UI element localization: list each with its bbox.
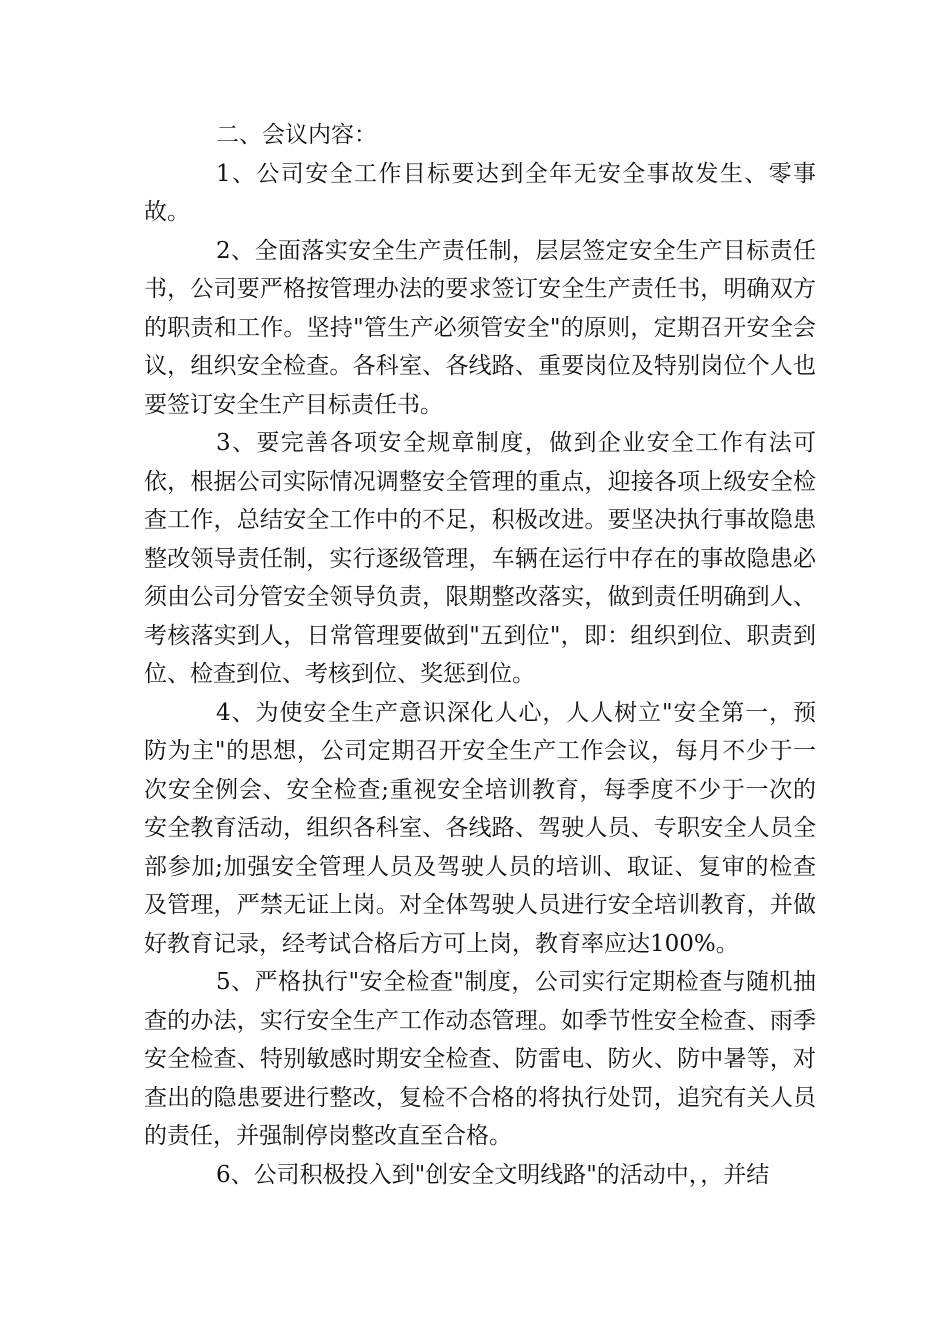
paragraph-3: 3、要完善各项安全规章制度，做到企业安全工作有法可依，根据公司实际情况调整安全管理的重点，迎接各项上级安全检查工作，总结安全工作中的不足，积极改进。要坚决执行事故隐患整改领导责任制，实行逐级管理，车辆在运行中存在的事故隐患必须由公司分管安全领导负责，限期整改落实，做到责任明确到人、考核落实到人，日常管理要做到"五到位"，即：组织到位、职责到位、检查到位、考核到位、奖惩到位。 bbox=[144, 430, 816, 687]
paragraph-6: 6、公司积极投入到"创安全文明线路"的活动中，，并结 bbox=[216, 1161, 770, 1188]
paragraph-5: 5、严格执行"安全检查"制度，公司实行定期检查与随机抽查的办法，实行安全生产工作动态管理。如季节性安全检查、雨季安全检查、特别敏感时期安全检查、防雷电、防火、防中暑等，对查出的隐患要进行整改，复检不合格的将执行处罚，追究有关人员的责任，并强制停岗整改直至合格。 bbox=[144, 969, 816, 1149]
paragraph-2: 2、全面落实安全生产责任制，层层签定安全生产目标责任书，公司要严格按管理办法的要求签订安全生产责任书，明确双方的职责和工作。坚持"管生产必须管安全"的原则，定期召开安全会议，组织安全检查。各科室、各线路、重要岗位及特别岗位个人也要签订安全生产目标责任书。 bbox=[144, 237, 816, 418]
paragraph-4: 4、为使安全生产意识深化人心，人人树立"安全第一，预防为主"的思想，公司定期召开安全生产工作会议，每月不少于一次安全例会、安全检查;重视安全培训教育，每季度不少于一次的安全教育活动，组织各科室、各线路、驾驶人员、专职安全人员全部参加;加强安全管理人员及驾驶人员的培训、取证、复审的检查及管理，严禁无证上岗。对全体驾驶人员进行安全培训教育，并做好教育记录，经考试合格后方可上岗，教育率应达100%。 bbox=[144, 699, 816, 957]
document-body bbox=[144, 116, 816, 1194]
section-heading: 二、会议内容： bbox=[216, 122, 377, 148]
paragraph-1: 1、公司安全工作目标要达到全年无安全事故发生、零事故。 bbox=[144, 160, 816, 225]
